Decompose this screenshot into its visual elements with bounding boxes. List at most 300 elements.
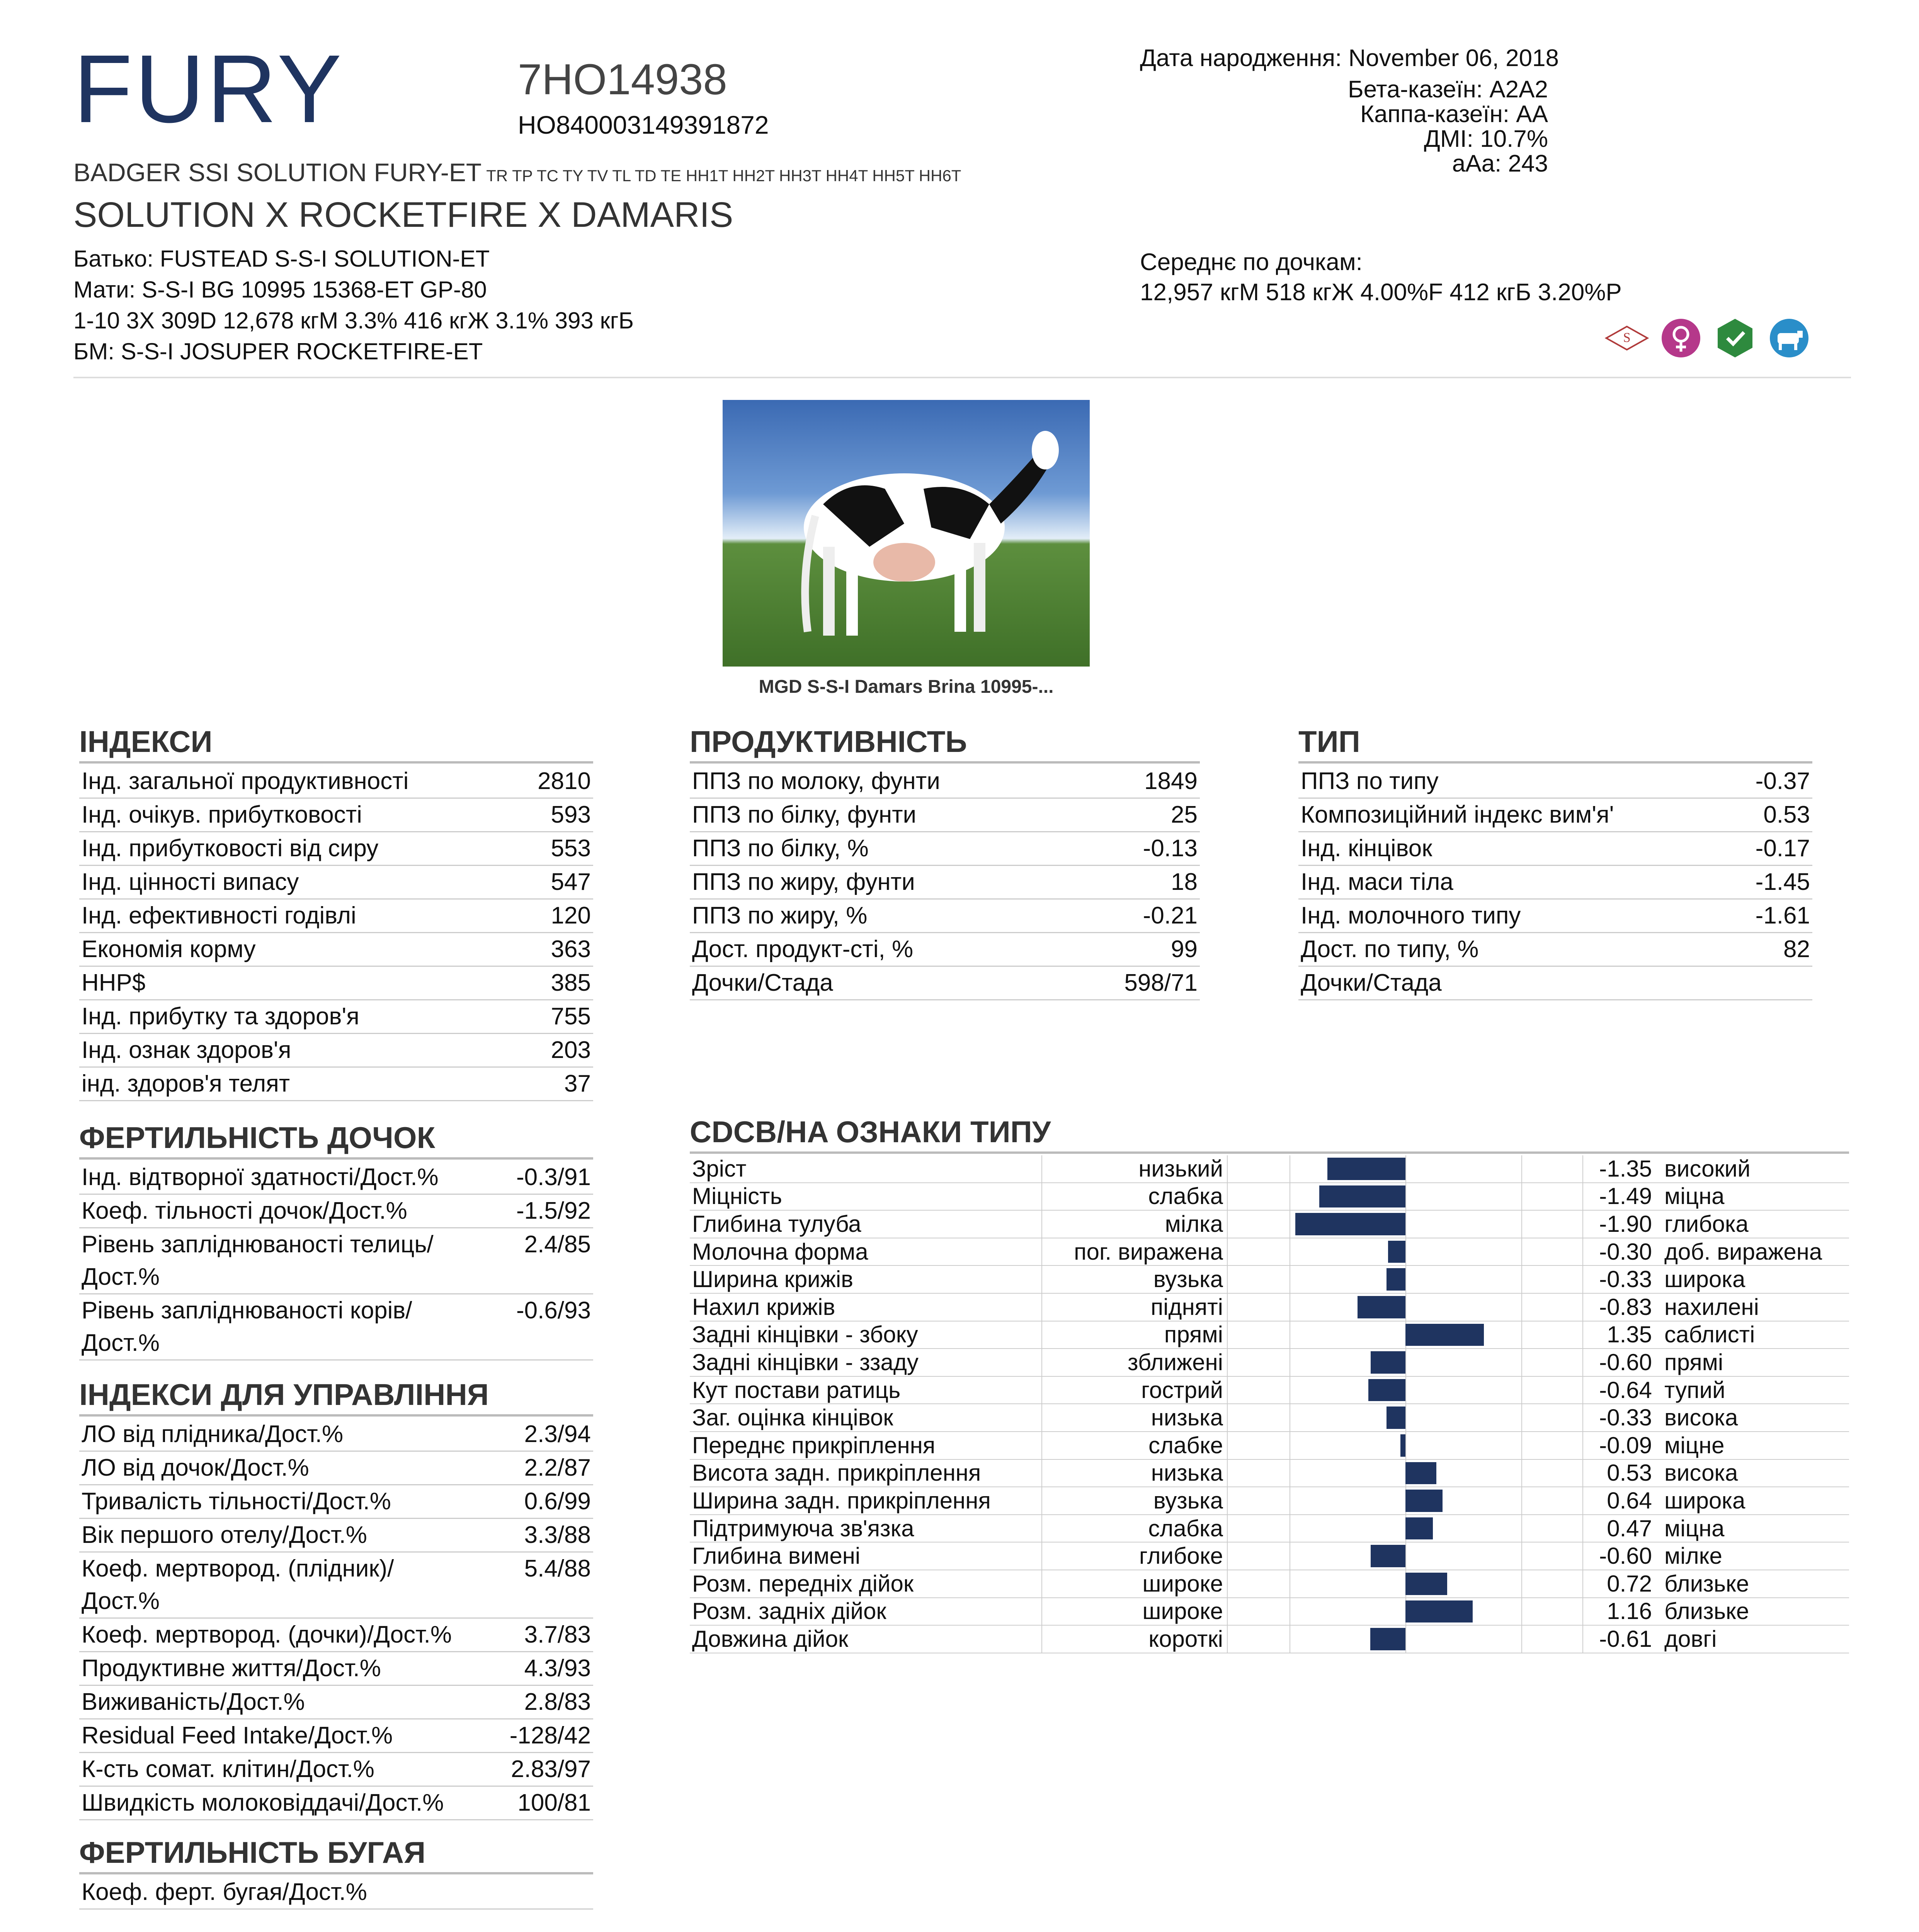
row-label: Рівень запліднюваності телиць/ Дост.% <box>82 1231 434 1290</box>
row-label: Вік першого отелу/Дост.% <box>82 1522 367 1548</box>
row-label: Дост. продукт-сті, % <box>692 936 914 963</box>
grid-line <box>1521 1183 1522 1210</box>
trait-bar-cell <box>1227 1543 1582 1570</box>
trait-low-label: мілка <box>1041 1211 1227 1238</box>
trait-high-label: висока <box>1664 1405 1738 1431</box>
trait-value: 1.16 <box>1582 1598 1660 1625</box>
grid-line <box>1405 1377 1406 1404</box>
row-value: 2.2/87 <box>524 1454 591 1481</box>
index-row <box>79 1719 593 1753</box>
row-label: Інд. прибутку та здоров'я <box>82 1003 359 1030</box>
trait-high-label: високий <box>1664 1155 1751 1182</box>
row-label: Інд. маси тіла <box>1301 869 1453 895</box>
daughters-average <box>1140 247 1622 308</box>
row-value: 3.7/83 <box>524 1621 591 1648</box>
management-title: ІНДЕКСИ ДЛЯ УПРАВЛІННЯ <box>79 1379 593 1417</box>
trait-high-label: прямі <box>1664 1349 1723 1375</box>
index-row <box>690 799 1200 832</box>
row-value: 0.6/99 <box>524 1488 591 1515</box>
index-row <box>79 1418 593 1452</box>
trait-low-label: гострий <box>1041 1377 1227 1404</box>
grid-line <box>1521 1543 1522 1570</box>
trait-name: Переднє прикріплення <box>692 1432 936 1458</box>
row-value: -128/42 <box>509 1722 591 1749</box>
grid-line <box>1405 1294 1406 1321</box>
row-value: 3.3/88 <box>524 1522 591 1548</box>
trait-bar-cell <box>1227 1183 1582 1210</box>
trait-name: Кут постави ратиць <box>692 1377 901 1403</box>
trait-high-label: висока <box>1664 1460 1738 1486</box>
trait-value: -0.30 <box>1582 1238 1660 1265</box>
row-label: Інд. ефективності годівлі <box>82 902 356 929</box>
trait-bar-cell <box>1227 1377 1582 1404</box>
cow-photo <box>723 400 1090 667</box>
trait-bar <box>1370 1628 1406 1650</box>
index-row <box>79 1000 593 1034</box>
trait-low-label: низька <box>1041 1460 1227 1487</box>
row-label: ППЗ по білку, % <box>692 835 869 862</box>
row-label: Коеф. ферт. бугая/Дост.% <box>82 1879 367 1905</box>
row-value: -0.13 <box>1143 835 1198 862</box>
row-label: Коеф. мертвород. (дочки)/Дост.% <box>82 1621 452 1648</box>
production-section <box>690 726 1200 1000</box>
trait-value: 0.53 <box>1582 1460 1660 1487</box>
trait-value: -1.90 <box>1582 1211 1660 1238</box>
row-value: 100/81 <box>517 1789 591 1816</box>
trait-name: Міцність <box>692 1183 782 1209</box>
trait-name: Ширина крижів <box>692 1266 854 1293</box>
row-label: Інд. молочного типу <box>1301 902 1521 929</box>
grid-line <box>1521 1321 1522 1349</box>
row-value: 2810 <box>538 768 591 794</box>
type-trait-row <box>690 1570 1849 1598</box>
grid-line <box>1521 1626 1522 1653</box>
trait-name: Висота задн. прикріплення <box>692 1460 981 1486</box>
grid-line <box>1405 1238 1406 1265</box>
row-label: Інд. цінності випасу <box>82 869 299 895</box>
trait-bar-cell <box>1227 1238 1582 1265</box>
trait-low-label: слабка <box>1041 1515 1227 1542</box>
row-value: 385 <box>551 969 591 996</box>
row-label: Дочки/Стада <box>1301 969 1442 996</box>
type-trait-row <box>690 1377 1849 1405</box>
index-row <box>79 1034 593 1068</box>
trait-bar-cell <box>1227 1460 1582 1487</box>
index-row <box>690 765 1200 799</box>
row-value: -0.6/93 <box>516 1297 591 1324</box>
row-value: 547 <box>551 869 591 895</box>
trait-bar <box>1368 1379 1405 1401</box>
health-shield-icon <box>1712 315 1758 361</box>
index-row <box>1298 799 1812 832</box>
index-row <box>1298 832 1812 866</box>
row-value: 18 <box>1171 869 1198 895</box>
trait-bar-cell <box>1227 1404 1582 1431</box>
trait-bar-cell <box>1227 1294 1582 1321</box>
index-row <box>79 1485 593 1519</box>
row-value: 598/71 <box>1124 969 1198 996</box>
row-label: ППЗ по жиру, % <box>692 902 868 929</box>
trait-bar <box>1387 1406 1406 1429</box>
trait-name: Підтримуюча зв'язка <box>692 1515 914 1541</box>
management-section <box>79 1379 593 1820</box>
daughters-title: Середнє по дочкам: <box>1140 249 1363 276</box>
birth-date: Дата народження: November 06, 2018 <box>1140 45 1559 71</box>
trait-value: 0.64 <box>1582 1487 1660 1514</box>
trait-name: Нахил крижів <box>692 1294 835 1320</box>
row-label: HHP$ <box>82 969 146 996</box>
index-row <box>79 967 593 1000</box>
trait-name: Заг. оцінка кінцівок <box>692 1405 893 1431</box>
trait-value: -0.61 <box>1582 1626 1660 1653</box>
grid-line <box>1405 1183 1406 1210</box>
svg-text:S: S <box>1623 330 1631 345</box>
row-value: -0.17 <box>1755 835 1810 862</box>
grid-line <box>1521 1294 1522 1321</box>
row-label: Інд. загальної продуктивності <box>82 768 409 794</box>
row-label: ППЗ по типу <box>1301 768 1439 794</box>
trait-bar <box>1405 1462 1436 1485</box>
bull-code: 7HO14938 <box>518 55 727 104</box>
row-value: 2.3/94 <box>524 1421 591 1447</box>
haplotypes: TR TP TC TY TV TL TD TE HH1T HH2T HH3T HH4T HH5T HH6T <box>486 167 961 185</box>
trait-low-label: слабке <box>1041 1432 1227 1459</box>
photo-caption: MGD S-S-I Damars Brina 10995-... <box>759 677 1054 697</box>
trait-low-label: зближені <box>1041 1349 1227 1376</box>
production-title: ПРОДУКТИВНІСТЬ <box>690 726 1200 764</box>
grid-line <box>1405 1211 1406 1238</box>
trait-bar-cell <box>1227 1321 1582 1349</box>
trait-name: Задні кінцівки - збоку <box>692 1321 918 1348</box>
row-label: Коеф. мертвород. (плідник)/ Дост.% <box>82 1555 394 1614</box>
trait-value: 1.35 <box>1582 1321 1660 1349</box>
index-row <box>79 1753 593 1787</box>
row-value: 1849 <box>1144 768 1198 794</box>
type-title: ТИП <box>1298 726 1812 764</box>
trait-bar <box>1388 1241 1405 1263</box>
row-value: 82 <box>1783 936 1810 963</box>
trait-bar <box>1319 1185 1406 1208</box>
dmi: ДМІ: 10.7% <box>1424 126 1548 152</box>
grid-line <box>1405 1543 1406 1570</box>
aaa: aAa: 243 <box>1452 150 1548 177</box>
index-row <box>79 1652 593 1686</box>
dam-record: 1-10 3X 309D 12,678 кгМ 3.3% 416 кгЖ 3.1% 393 кгБ <box>73 308 634 333</box>
bull-fertility-section <box>79 1837 593 1910</box>
trait-high-label: глибока <box>1664 1211 1749 1237</box>
trait-bar-cell <box>1227 1266 1582 1293</box>
grid-line <box>1521 1266 1522 1293</box>
grid-line <box>1521 1155 1522 1182</box>
trait-high-label: міцна <box>1664 1515 1725 1541</box>
row-value: -0.21 <box>1143 902 1198 929</box>
type-trait-row <box>690 1460 1849 1488</box>
index-row <box>79 1068 593 1101</box>
row-value: -0.3/91 <box>516 1164 591 1190</box>
trait-bar-cell <box>1227 1155 1582 1182</box>
trait-low-label: короткі <box>1041 1626 1227 1653</box>
row-value: 2.83/97 <box>511 1756 591 1782</box>
indices-title: ІНДЕКСИ <box>79 726 593 764</box>
registration-number: HO840003149391872 <box>518 111 769 139</box>
trait-bar-cell <box>1227 1211 1582 1238</box>
type-trait-row <box>690 1266 1849 1294</box>
dam: Мати: S-S-I BG 10995 15368-ET GP-80 <box>73 277 487 303</box>
badges <box>1604 315 1812 361</box>
index-row <box>1298 866 1812 900</box>
row-value: 99 <box>1171 936 1198 963</box>
trait-value: -1.49 <box>1582 1183 1660 1210</box>
trait-value: -0.83 <box>1582 1294 1660 1321</box>
trait-bar <box>1405 1324 1484 1346</box>
grid-line <box>1521 1460 1522 1487</box>
grid-line <box>1521 1570 1522 1597</box>
trait-bar <box>1405 1573 1447 1595</box>
index-row <box>690 832 1200 866</box>
trait-bar <box>1327 1158 1406 1180</box>
row-value: -1.45 <box>1755 869 1810 895</box>
row-label: Рівень запліднюваності корів/ Дост.% <box>82 1297 412 1356</box>
fertility-title: ФЕРТИЛЬНІСТЬ ДОЧОК <box>79 1122 593 1160</box>
index-row <box>690 967 1200 1000</box>
row-value: 0.53 <box>1763 801 1810 828</box>
type-trait-row <box>690 1294 1849 1321</box>
type-trait-row <box>690 1487 1849 1515</box>
index-row <box>79 799 593 832</box>
trait-bar <box>1405 1600 1473 1623</box>
bull-fertility-title: ФЕРТИЛЬНІСТЬ БУГАЯ <box>79 1837 593 1874</box>
type-traits-title: CDCB/HA ОЗНАКИ ТИПУ <box>690 1117 1849 1154</box>
type-trait-row <box>690 1183 1849 1211</box>
trait-low-label: прямі <box>1041 1321 1227 1349</box>
fertility-section <box>79 1122 593 1361</box>
index-row <box>79 866 593 900</box>
index-row <box>690 866 1200 900</box>
type-trait-row <box>690 1515 1849 1543</box>
trait-name: Молочна форма <box>692 1238 868 1265</box>
row-label: ЛО від дочок/Дост.% <box>82 1454 309 1481</box>
pedigree-line: SOLUTION X ROCKETFIRE X DAMARIS <box>73 195 733 235</box>
row-label: ППЗ по жиру, фунти <box>692 869 915 895</box>
row-value: 203 <box>551 1037 591 1063</box>
trait-bar <box>1358 1296 1406 1318</box>
grid-line <box>1405 1349 1406 1376</box>
select-sires-badge-icon <box>1604 315 1650 361</box>
trait-low-label: слабка <box>1041 1183 1227 1210</box>
trait-bar <box>1405 1517 1433 1540</box>
index-row <box>690 933 1200 967</box>
cow-icon <box>1766 315 1812 361</box>
index-row <box>1298 933 1812 967</box>
trait-bar <box>1295 1213 1405 1235</box>
trait-bar <box>1371 1351 1405 1374</box>
trait-low-label: широке <box>1041 1598 1227 1625</box>
type-trait-row <box>690 1543 1849 1570</box>
row-label: К-сть сомат. клітин/Дост.% <box>82 1756 374 1782</box>
trait-bar <box>1405 1490 1443 1512</box>
row-label: Композиційний індекс вим'я' <box>1301 801 1614 828</box>
trait-high-label: міцне <box>1664 1432 1725 1458</box>
daughters-values: 12,957 кгМ 518 кгЖ 4.00%F 412 кгБ 3.20%P <box>1140 279 1622 306</box>
trait-value: -0.60 <box>1582 1349 1660 1376</box>
trait-high-label: близьке <box>1664 1598 1749 1624</box>
grid-line <box>1405 1155 1406 1182</box>
grid-line <box>1521 1404 1522 1431</box>
trait-high-label: нахилені <box>1664 1294 1759 1320</box>
trait-name: Довжина дійок <box>692 1626 849 1652</box>
row-label: Виживаність/Дост.% <box>82 1689 305 1715</box>
grid-line <box>1521 1377 1522 1404</box>
trait-low-label: підняті <box>1041 1294 1227 1321</box>
grid-line <box>1405 1626 1406 1653</box>
trait-low-label: низька <box>1041 1404 1227 1431</box>
trait-low-label: широке <box>1041 1570 1227 1597</box>
trait-value: -0.09 <box>1582 1432 1660 1459</box>
trait-low-label: глибоке <box>1041 1543 1227 1570</box>
index-row <box>79 1452 593 1485</box>
index-row <box>79 832 593 866</box>
trait-bar <box>1400 1434 1406 1457</box>
trait-high-label: доб. виражена <box>1664 1238 1822 1265</box>
type-trait-row <box>690 1404 1849 1432</box>
trait-name: Задні кінцівки - ззаду <box>692 1349 919 1375</box>
row-label: ЛО від плідника/Дост.% <box>82 1421 344 1447</box>
index-row <box>79 900 593 933</box>
index-row <box>79 1519 593 1553</box>
trait-name: Ширина задн. прикріплення <box>692 1487 991 1514</box>
index-row <box>79 933 593 967</box>
indices-section <box>79 726 593 1101</box>
type-trait-row <box>690 1321 1849 1349</box>
maternal-grandsire: БМ: S-S-I JOSUPER ROCKETFIRE-ET <box>73 338 483 364</box>
type-section <box>1298 726 1812 1000</box>
type-trait-row <box>690 1211 1849 1238</box>
row-value: 363 <box>551 936 591 963</box>
trait-value: -0.33 <box>1582 1404 1660 1431</box>
row-value: 37 <box>564 1070 591 1097</box>
index-row <box>1298 967 1812 1000</box>
trait-high-label: мілке <box>1664 1543 1722 1569</box>
row-value: 120 <box>551 902 591 929</box>
row-label: Швидкість молоковіддачі/Дост.% <box>82 1789 444 1816</box>
trait-value: -0.64 <box>1582 1377 1660 1404</box>
trait-value: -0.33 <box>1582 1266 1660 1293</box>
female-sexed-icon <box>1658 315 1704 361</box>
header-divider <box>73 377 1851 378</box>
trait-bar <box>1387 1268 1406 1291</box>
index-row <box>79 1161 593 1195</box>
row-value: 593 <box>551 801 591 828</box>
grid-line <box>1521 1349 1522 1376</box>
row-label: Дочки/Стада <box>692 969 833 996</box>
trait-bar-cell <box>1227 1515 1582 1542</box>
index-row <box>79 1876 593 1910</box>
row-label: ППЗ по білку, фунти <box>692 801 917 828</box>
trait-high-label: довгі <box>1664 1626 1717 1652</box>
beta-casein: Бета-казеїн: A2A2 <box>1347 76 1548 103</box>
trait-name: Глибина тулуба <box>692 1211 861 1237</box>
row-label: ППЗ по молоку, фунти <box>692 768 940 794</box>
index-row <box>79 1553 593 1619</box>
grid-line <box>1521 1487 1522 1514</box>
trait-high-label: саблисті <box>1664 1321 1755 1348</box>
trait-name: Зріст <box>692 1155 747 1182</box>
genomic-info <box>1348 77 1548 176</box>
grid-line <box>1521 1515 1522 1542</box>
trait-high-label: тупий <box>1664 1377 1725 1403</box>
trait-low-label: пог. виражена <box>1041 1238 1227 1265</box>
trait-high-label: широка <box>1664 1266 1745 1293</box>
index-row <box>79 765 593 799</box>
grid-line <box>1405 1432 1406 1459</box>
trait-high-label: широка <box>1664 1487 1745 1514</box>
trait-value: -1.35 <box>1582 1155 1660 1182</box>
trait-low-label: низький <box>1041 1155 1227 1182</box>
index-row <box>690 900 1200 933</box>
trait-low-label: вузька <box>1041 1266 1227 1293</box>
trait-bar <box>1371 1545 1405 1567</box>
row-label: Економія корму <box>82 936 256 963</box>
index-row <box>79 1686 593 1719</box>
kappa-casein: Каппа-казеїн: AA <box>1360 101 1548 128</box>
index-row <box>1298 765 1812 799</box>
trait-value: 0.72 <box>1582 1570 1660 1597</box>
trait-high-label: близьке <box>1664 1570 1749 1597</box>
trait-low-label: вузька <box>1041 1487 1227 1514</box>
row-value: 25 <box>1171 801 1198 828</box>
trait-name: Глибина вимені <box>692 1543 861 1569</box>
trait-bar-cell <box>1227 1626 1582 1653</box>
row-label: Інд. очікув. прибутковості <box>82 801 362 828</box>
grid-line <box>1405 1266 1406 1293</box>
row-label: Тривалість тільності/Дост.% <box>82 1488 391 1515</box>
row-label: інд. здоров'я телят <box>82 1070 290 1097</box>
row-value: 755 <box>551 1003 591 1030</box>
type-trait-row <box>690 1155 1849 1183</box>
row-label: Коеф. тільності дочок/Дост.% <box>82 1197 407 1224</box>
grid-line <box>1521 1598 1522 1625</box>
parents-info <box>73 243 634 367</box>
type-trait-row <box>690 1598 1849 1626</box>
row-value: 2.8/83 <box>524 1689 591 1715</box>
row-value: 5.4/88 <box>524 1555 591 1582</box>
row-label: Residual Feed Intake/Дост.% <box>82 1722 393 1749</box>
row-value: -1.61 <box>1755 902 1810 929</box>
trait-bar-cell <box>1227 1598 1582 1625</box>
index-row <box>79 1294 593 1361</box>
index-row <box>79 1787 593 1820</box>
grid-line <box>1521 1432 1522 1459</box>
trait-value: -0.60 <box>1582 1543 1660 1570</box>
index-row <box>1298 900 1812 933</box>
trait-bar-cell <box>1227 1349 1582 1376</box>
trait-bar-cell <box>1227 1570 1582 1597</box>
row-value: 553 <box>551 835 591 862</box>
row-label: Дост. по типу, % <box>1301 936 1479 963</box>
index-row <box>79 1228 593 1294</box>
trait-name: Розм. задніх дійок <box>692 1598 886 1624</box>
type-traits-chart <box>690 1117 1849 1653</box>
row-label: Інд. ознак здоров'я <box>82 1037 291 1063</box>
grid-line <box>1521 1211 1522 1238</box>
grid-line <box>1521 1238 1522 1265</box>
bull-full-name: BADGER SSI SOLUTION FURY-ET TR TP TC TY TV TL TD TE HH1T HH2T HH3T HH4T HH5T HH6T <box>73 158 961 187</box>
row-value: -1.5/92 <box>516 1197 591 1224</box>
grid-line <box>1405 1404 1406 1431</box>
type-trait-row <box>690 1626 1849 1653</box>
trait-value: 0.47 <box>1582 1515 1660 1542</box>
trait-bar-cell <box>1227 1432 1582 1459</box>
